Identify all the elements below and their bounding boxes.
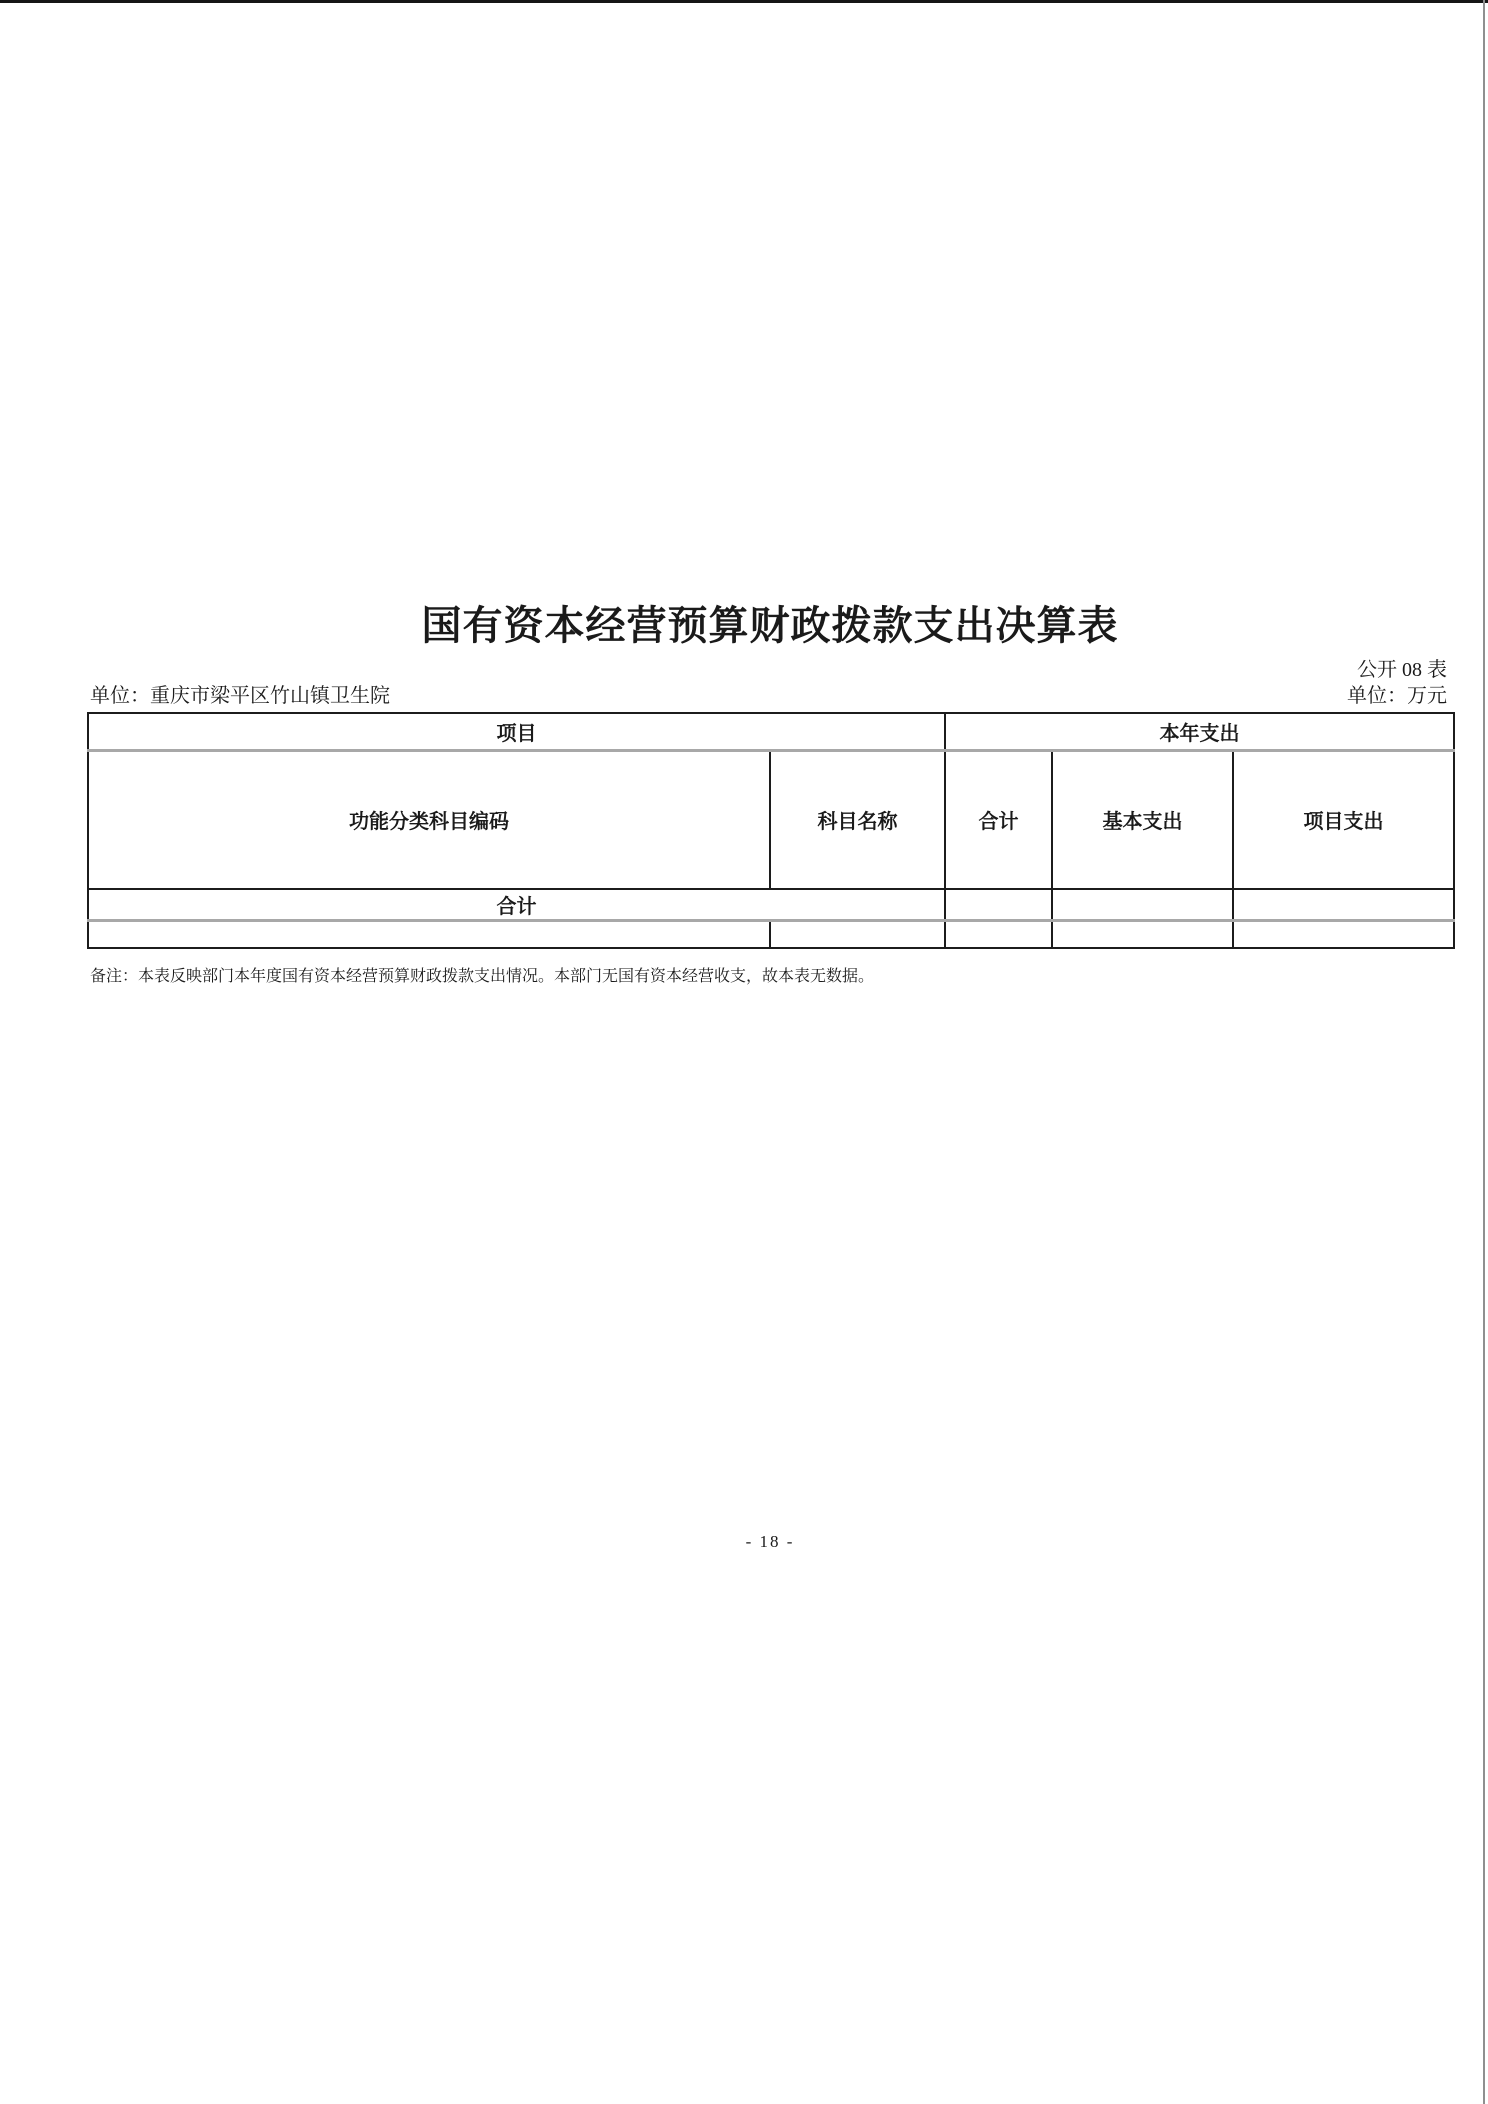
total-row-basic-cell [1052,889,1233,921]
header-col-function-code: 功能分类科目编码 [88,750,770,889]
total-row-label: 合计 [88,889,945,921]
table-note: 备注：本表反映部门本年度国有资本经营预算财政拨款支出情况。本部门无国有资本经营收支，故本表无数据。 [90,968,875,985]
empty-row-basic-cell [1052,921,1233,948]
table-empty-row [88,921,1454,948]
table-group-header-row [88,713,1454,750]
total-row-total-cell [945,889,1052,921]
page-number: - 18 - [745,1532,795,1551]
page-top-edge-line [0,0,1488,3]
table-total-row [88,889,1454,921]
header-col-basic-expenditure: 基本支出 [1052,750,1233,889]
page-right-edge-line [1483,0,1485,2104]
empty-row-project-cell [1233,921,1454,948]
header-col-project-expenditure: 项目支出 [1233,750,1454,889]
total-row-project-cell [1233,889,1454,921]
header-expenditure-group: 本年支出 [945,713,1454,750]
empty-row-name-cell [770,921,945,948]
form-code-label: 公开 08 表 [1357,659,1447,681]
unit-info-row [90,683,1447,709]
expenditure-table [87,712,1455,949]
empty-row-code-cell [88,921,770,948]
header-col-total: 合计 [945,750,1052,889]
unit-measure-label: 单位：万元 [1347,685,1447,707]
header-project-group: 项目 [88,713,945,750]
unit-name-label: 单位：重庆市梁平区竹山镇卫生院 [90,685,390,707]
empty-row-total-cell [945,921,1052,948]
page-title: 国有资本经营预算财政拨款支出决算表 [421,603,1119,648]
table-column-header-row [88,750,1454,889]
header-col-subject-name: 科目名称 [770,750,945,889]
